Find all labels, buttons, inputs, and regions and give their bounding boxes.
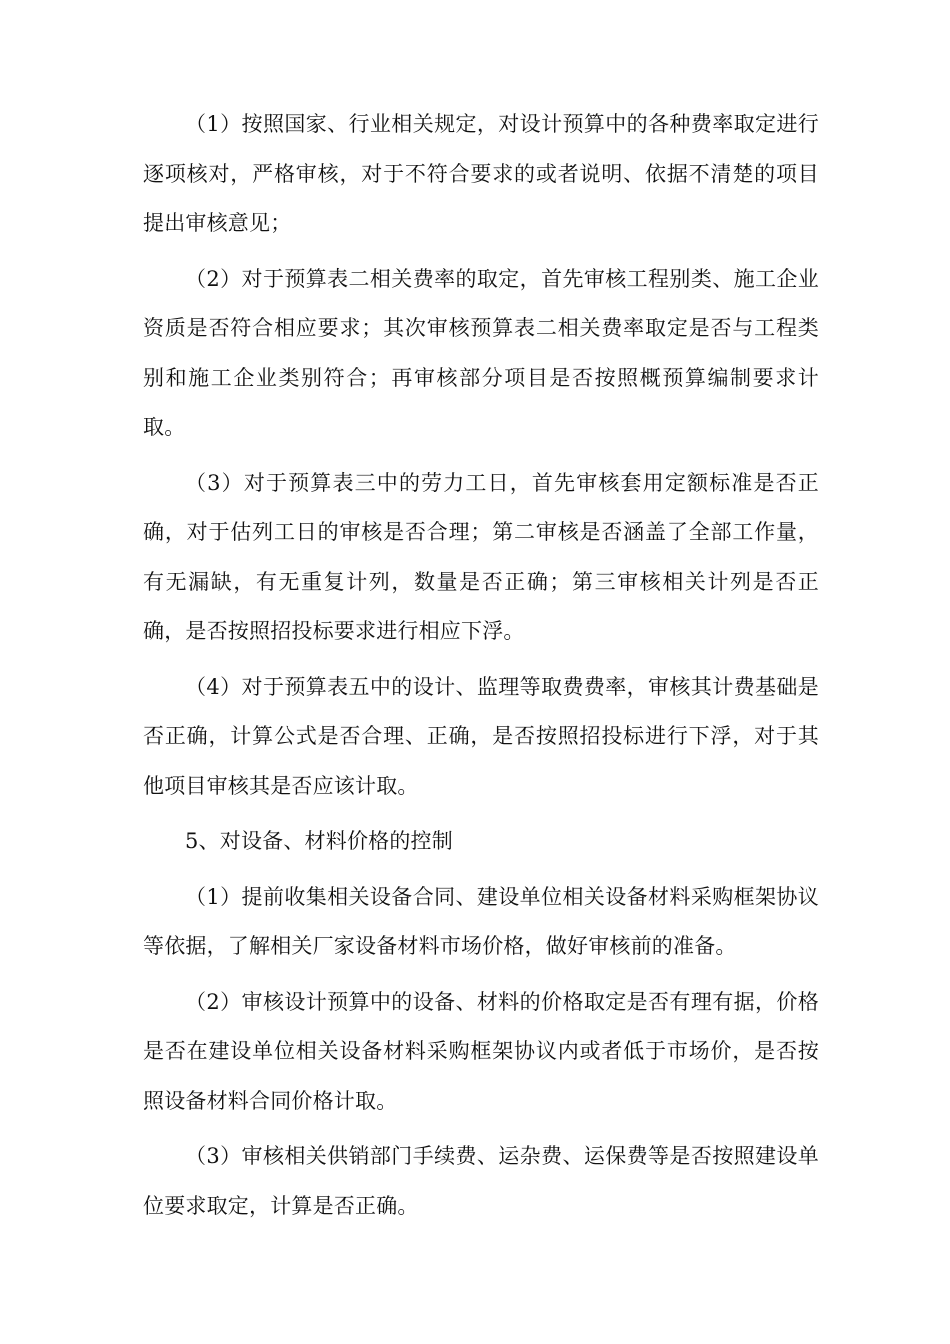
paragraph-budget-table-three: （3）对于预算表三中的劳力工日，首先审核套用定额标准是否正确，对于估列工日的审核是否合理；第二审核是否涵盖了全部工作量，有无漏缺，有无重复计列，数量是否正确；第三审核相关计列是否正确，是否按照招投标要求进行相应下浮。 (143, 470, 819, 643)
paragraph-fee-rate-check: （1）按照国家、行业相关规定，对设计预算中的各种费率取定进行逐项核对，严格审核，对于不符合要求的或者说明、依据不清楚的项目提出审核意见； (143, 112, 819, 235)
document-page (143, 100, 819, 1237)
paragraph-collect-contracts: （1）提前收集相关设备合同、建设单位相关设备材料采购框架协议等依据，了解相关厂家设备材料市场价格，做好审核前的准备。 (143, 884, 819, 958)
section-heading-equipment-material-price: 5、对设备、材料价格的控制 (185, 829, 453, 853)
paragraph-price-review: （2）审核设计预算中的设备、材料的价格取定是否有理有据，价格是否在建设单位相关设备材料采购框架协议内或者低于市场价，是否按照设备材料合同价格计取。 (143, 989, 819, 1113)
paragraph-fees-review: （3）审核相关供销部门手续费、运杂费、运保费等是否按照建设单位要求取定，计算是否正确。 (143, 1144, 819, 1218)
paragraph-budget-table-two: （2）对于预算表二相关费率的取定，首先审核工程别类、施工企业资质是否符合相应要求；其次审核预算表二相关费率取定是否与工程类别和施工企业类别符合；再审核部分项目是否按照概预算编制要求计取。 (143, 266, 819, 439)
paragraph-budget-table-five: （4）对于预算表五中的设计、监理等取费费率，审核其计费基础是否正确，计算公式是否合理、正确，是否按照招投标进行下浮，对于其他项目审核其是否应该计取。 (143, 674, 819, 798)
